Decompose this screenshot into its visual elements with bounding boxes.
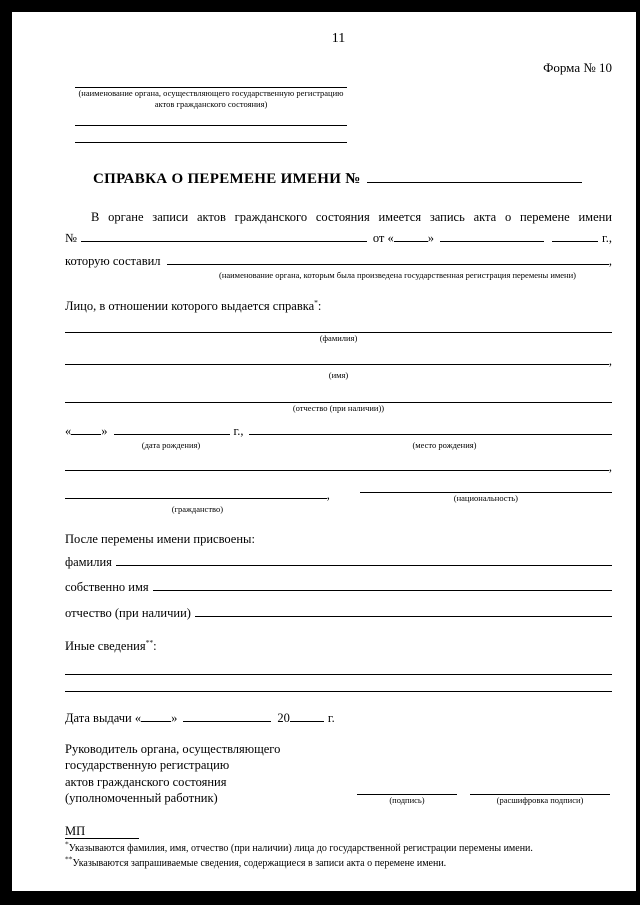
page-border-right xyxy=(636,0,640,905)
other-info-label: Иные сведения xyxy=(65,639,146,654)
transcript-field xyxy=(470,783,610,806)
birth-place-comma: , xyxy=(608,460,612,475)
name-line xyxy=(65,362,609,365)
signer-title-line-4: (уполномоченный работник) xyxy=(65,791,218,806)
record-date-quote-close: » xyxy=(427,230,435,245)
name-trailing-comma: , xyxy=(608,353,612,368)
org-name-caption: (наименование органа, осуществляющего государственную регистрацию актов гражданского состояния) xyxy=(78,88,344,110)
compiled-by-row xyxy=(65,253,612,270)
birth-place-caption: (место рождения) xyxy=(412,439,477,450)
record-number-sign: № xyxy=(65,230,77,245)
record-statement: В органе записи актов гражданского состояния имеется запись акта о перемене имени xyxy=(91,209,612,224)
assigned-heading: После перемены имени присвоены: xyxy=(65,531,255,546)
surname-caption: (фамилия) xyxy=(319,333,358,344)
other-info-colon: : xyxy=(153,639,157,654)
patronymic-caption: (отчество (при наличии)) xyxy=(292,403,385,414)
compiled-by-caption: (наименование органа, которым была произведена государственная регистрация перемены имени) xyxy=(218,269,576,280)
footnote-2 xyxy=(65,854,612,872)
other-info-line-2 xyxy=(65,675,612,692)
footnote-1-mark: * xyxy=(65,839,69,849)
signer-title-line-3: актов гражданского состояния xyxy=(65,774,227,789)
stamp-mark: МП xyxy=(65,823,86,838)
record-year-line xyxy=(552,239,598,242)
certificate-title-row xyxy=(93,169,582,189)
transcript-line xyxy=(470,783,610,795)
person-heading-colon: : xyxy=(317,299,322,314)
footnote-1 xyxy=(65,839,612,857)
footnote-rule xyxy=(65,838,139,839)
birth-place-continued-row xyxy=(65,459,612,476)
birth-year-suffix: г., xyxy=(233,423,244,438)
assigned-patronymic-label: отчество (при наличии) xyxy=(65,606,191,621)
nationality-caption: (национальность) xyxy=(453,493,519,504)
birth-caption-row xyxy=(65,440,612,451)
signature-line xyxy=(357,783,457,795)
title-number-line xyxy=(367,180,582,183)
record-date-from-label: от « xyxy=(372,230,394,245)
assigned-surname-line xyxy=(116,563,612,566)
other-info-line-1 xyxy=(65,655,612,675)
record-year-suffix: г., xyxy=(602,230,612,245)
issue-date-label: Дата выдачи « xyxy=(65,711,142,726)
birth-month-line xyxy=(114,432,230,435)
footnote-1-text: Указываются фамилия, имя, отчество (при наличии) лица до государственной регистрации перемены имени. xyxy=(68,843,533,854)
patronymic-line xyxy=(65,389,612,403)
page-border-top xyxy=(0,0,640,12)
issue-century: 20 xyxy=(277,711,290,726)
page-content xyxy=(12,12,636,891)
birth-day-line xyxy=(71,432,101,435)
issue-day-line xyxy=(141,719,171,722)
compiled-by-line xyxy=(167,262,609,265)
org-name-line xyxy=(75,78,347,88)
footnote-2-mark: ** xyxy=(65,854,73,864)
birth-quote-close: » xyxy=(101,423,108,438)
signature-field xyxy=(357,783,457,806)
record-day-line xyxy=(394,239,428,242)
footnotes-block xyxy=(65,838,612,871)
surname-line xyxy=(65,319,612,333)
compiled-by-comma: , xyxy=(608,253,612,268)
compiled-by-label: которую составил xyxy=(65,253,161,268)
birth-place-line xyxy=(249,432,612,435)
signature-caption: (подпись) xyxy=(389,794,425,805)
citizenship-col xyxy=(65,487,330,515)
page-border-left xyxy=(0,0,12,905)
assigned-givenname-label: собственно имя xyxy=(65,580,149,595)
org-extra-line-2 xyxy=(75,126,347,143)
birth-row xyxy=(65,423,612,440)
person-heading-text: Лицо, в отношении которого выдается справка xyxy=(65,299,315,314)
record-number-line xyxy=(81,239,367,242)
citizenship-line xyxy=(65,496,327,499)
signature-block xyxy=(65,741,612,815)
birth-place-line-2 xyxy=(65,468,609,471)
citizenship-comma: , xyxy=(326,488,330,503)
citizenship-caption: (гражданство) xyxy=(171,504,224,515)
issue-year-line xyxy=(290,719,324,722)
page-border-bottom xyxy=(0,891,640,905)
other-info-footnote-mark: ** xyxy=(145,638,154,648)
signer-title-line-2: государственную регистрацию xyxy=(65,758,230,773)
citizenship-nationality-row xyxy=(65,487,612,515)
signer-title xyxy=(65,741,343,807)
assigned-givenname-line xyxy=(153,588,612,591)
footnote-2-text: Указываются запрашиваемые сведения, содержащиеся в записи акта о перемене имени. xyxy=(72,857,447,869)
issue-date-row xyxy=(65,710,612,727)
org-name-block xyxy=(75,78,347,142)
name-row xyxy=(65,353,612,370)
name-caption: (имя) xyxy=(328,369,349,380)
birth-date-caption: (дата рождения) xyxy=(141,439,201,450)
issue-month-line xyxy=(183,719,271,722)
assigned-surname-row xyxy=(65,554,612,571)
transcript-caption: (расшифровка подписи) xyxy=(496,794,584,805)
assigned-patronymic-line xyxy=(195,614,612,617)
issue-year-suffix: г. xyxy=(327,711,335,726)
birth-quote-open: « xyxy=(65,423,72,438)
issue-quote-close: » xyxy=(171,711,178,726)
nationality-col xyxy=(360,487,612,504)
record-month-line xyxy=(440,239,544,242)
record-number-row xyxy=(65,230,612,247)
certificate-title: СПРАВКА О ПЕРЕМЕНЕ ИМЕНИ № xyxy=(93,170,361,187)
person-heading xyxy=(65,298,612,315)
form-number-label: Форма № 10 xyxy=(543,59,612,75)
assigned-givenname-row xyxy=(65,579,612,596)
assigned-surname-label: фамилия xyxy=(65,554,112,569)
citizenship-line-row xyxy=(65,487,330,504)
person-footnote-mark: * xyxy=(314,298,318,308)
org-extra-line-1 xyxy=(75,110,347,126)
page-number: 11 xyxy=(331,31,346,46)
signer-title-line-1: Руководитель органа, осуществляющего xyxy=(65,741,281,756)
assigned-patronymic-row xyxy=(65,605,612,622)
other-info-heading xyxy=(65,638,612,655)
